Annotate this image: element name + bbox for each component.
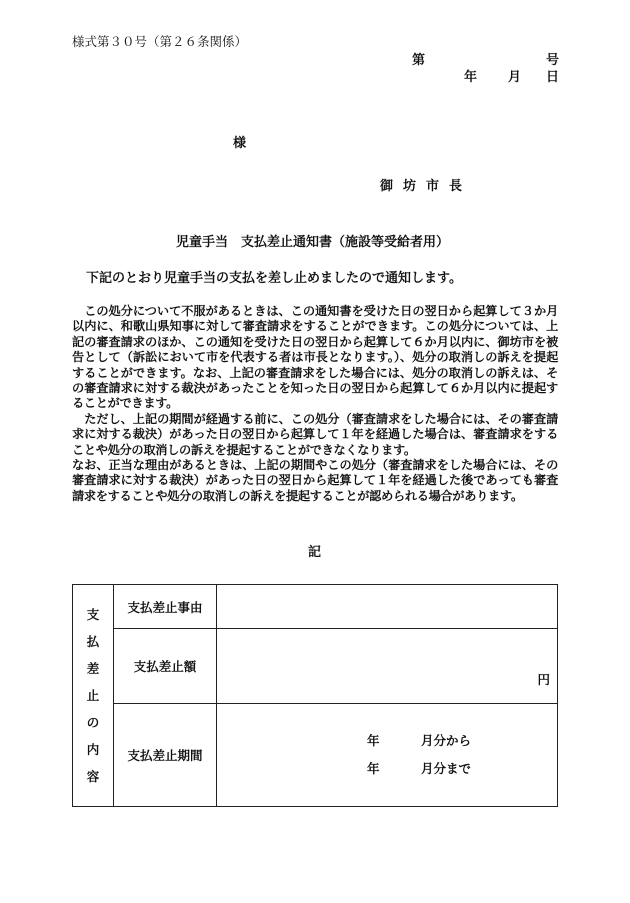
intro-sentence: 下記のとおり児童手当の支払を差し止めましたので通知します。 xyxy=(86,271,462,286)
amount-label: 支払差止額 xyxy=(114,629,217,704)
date-day-label: 日 xyxy=(546,70,560,85)
section-heading-vertical xyxy=(73,585,114,807)
period-from-year: 年 xyxy=(367,733,380,748)
appeal-paragraph-2: ただし、上記の期間が経過する前に、この処分（審査請求をした場合には、その審査請求に対する裁決）があった日の翌日から起算して１年を経過した場合は、審査請求をすることや処分の取消しの訴えを提起することができなくなります。 xyxy=(72,411,558,457)
recipient-honorific: 様 xyxy=(233,136,247,151)
document-number-suffix: 号 xyxy=(546,53,560,68)
period-label: 支払差止期間 xyxy=(114,704,217,807)
period-value-field[interactable] xyxy=(217,704,558,807)
appeal-paragraph-3: なお、正当な理由があるときは、上記の期間やこの処分（審査請求をした場合には、その審査請求に対する裁決）があった日の翌日から起算して１年を経過した後であっても審査請求をすることや処分の取消しの訴えを提起することが認められる場合があります。 xyxy=(72,458,558,503)
document-title: 児童手当 支払差止通知書（施設等受給者用） xyxy=(176,235,450,250)
period-to-year: 年 xyxy=(367,761,380,776)
ki-heading: 記 xyxy=(308,545,322,560)
amount-unit: 円 xyxy=(537,672,550,687)
period-to xyxy=(367,759,527,777)
suspension-details-table xyxy=(72,584,558,807)
appeal-notice xyxy=(72,304,558,504)
appeal-paragraph-1: この処分について不服があるときは、この通知書を受けた日の翌日から起算して３か月以内に、和歌山県知事に対して審査請求をすることができます。この処分については、上記の審査請求のほか、この通知を受けた日の翌日から起算して６か月以内に、御坊市を被告として（訴訟において市を代表する者は市長となります。）、処分の取消しの訴えを提起することができます。なお、上記の審査請求をした場合には、処分の取消しの訴えは、その審査請求に対する裁決があったことを知った日の翌日から起算して６か月以内に提起することができます。 xyxy=(72,304,558,411)
section-char: 支 xyxy=(86,607,100,622)
issuer-mayor: 御坊市長 xyxy=(380,179,473,194)
section-char: の xyxy=(86,715,100,730)
amount-value-field[interactable] xyxy=(217,629,558,704)
reason-value-field[interactable] xyxy=(217,585,558,629)
period-from xyxy=(367,731,527,749)
document-number-prefix: 第 xyxy=(412,53,426,68)
reason-label: 支払差止事由 xyxy=(114,585,217,629)
section-char: 容 xyxy=(86,769,100,784)
section-char: 内 xyxy=(86,742,100,757)
section-char: 差 xyxy=(86,661,100,676)
section-char: 止 xyxy=(86,688,100,703)
form-number: 様式第３０号（第２６条関係） xyxy=(72,34,248,49)
date-month-label: 月 xyxy=(508,70,522,85)
date-year-label: 年 xyxy=(464,70,478,85)
period-from-month: 月分から xyxy=(421,733,472,748)
period-to-month: 月分まで xyxy=(421,761,472,776)
section-char: 払 xyxy=(86,634,100,649)
